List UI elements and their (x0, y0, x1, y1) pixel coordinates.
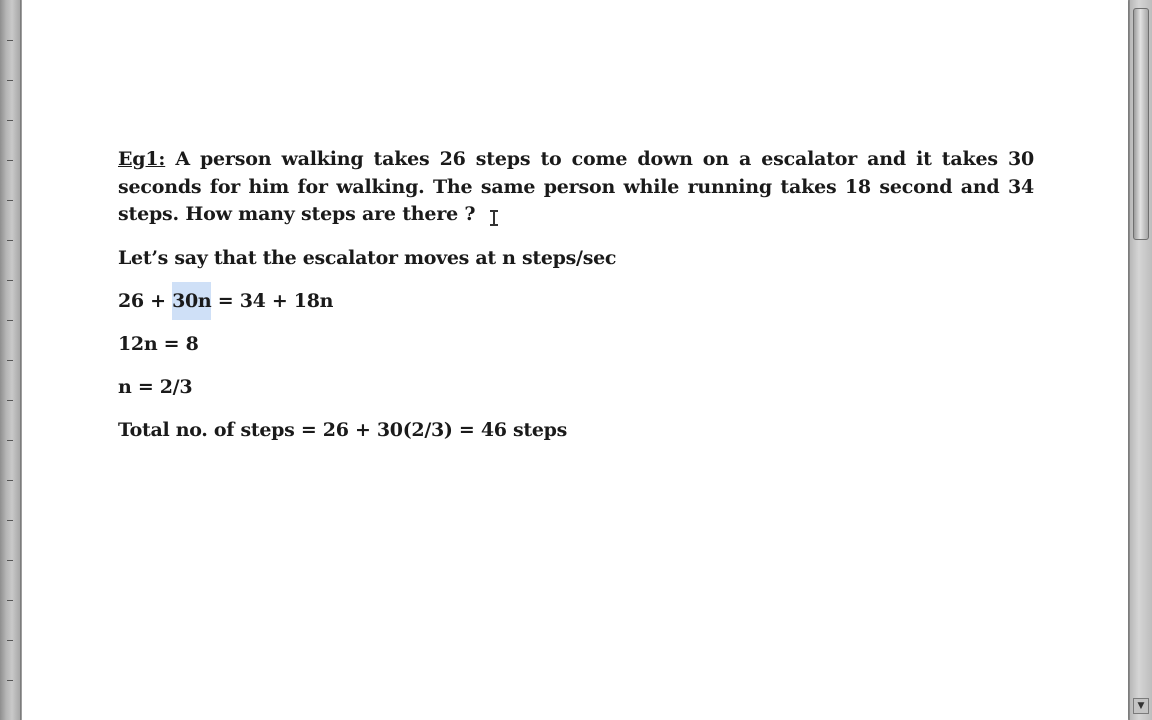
step-three-line[interactable]: n = 2/3 (118, 375, 193, 398)
problem-paragraph[interactable] (118, 146, 1034, 229)
equation-suffix: = 34 + 18n (211, 289, 334, 312)
result-line[interactable]: Total no. of steps = 26 + 30(2/3) = 46 steps (118, 418, 568, 441)
ruler-tick (7, 400, 13, 401)
equation-prefix: 26 + (118, 289, 173, 312)
vertical-scrollbar[interactable] (1129, 0, 1152, 720)
ruler-tick (7, 360, 13, 361)
scroll-down-icon[interactable]: ▼ (1133, 698, 1149, 714)
document-page[interactable] (22, 0, 1128, 720)
ruler-tick (7, 120, 13, 121)
ruler-tick (7, 200, 13, 201)
ruler-tick (7, 600, 13, 601)
scrollbar-thumb[interactable] (1133, 8, 1149, 240)
ruler-tick (7, 640, 13, 641)
ruler-tick (7, 560, 13, 561)
document-body[interactable] (118, 146, 1034, 444)
problem-text: A person walking takes 26 steps to come down on a escalator and it takes 30 seconds for him for walking. The same person while running takes 18 second and 34 steps. How many steps are there ? (118, 148, 1034, 225)
text-cursor-icon (490, 210, 498, 226)
ruler-tick (7, 80, 13, 81)
ruler-tick (7, 520, 13, 521)
equation-line[interactable] (118, 288, 1034, 315)
ruler-tick (7, 320, 13, 321)
problem-label: Eg1: (118, 148, 166, 170)
ruler-tick (7, 240, 13, 241)
ruler-tick (7, 680, 13, 681)
selected-text[interactable]: 30n (172, 282, 211, 320)
assumption-line[interactable]: Let’s say that the escalator moves at n steps/sec (118, 246, 617, 269)
step-two-line[interactable]: 12n = 8 (118, 332, 199, 355)
vertical-ruler (0, 0, 21, 720)
ruler-tick (7, 280, 13, 281)
ruler-tick (7, 40, 13, 41)
ruler-tick (7, 160, 13, 161)
ruler-tick (7, 440, 13, 441)
ruler-tick (7, 480, 13, 481)
